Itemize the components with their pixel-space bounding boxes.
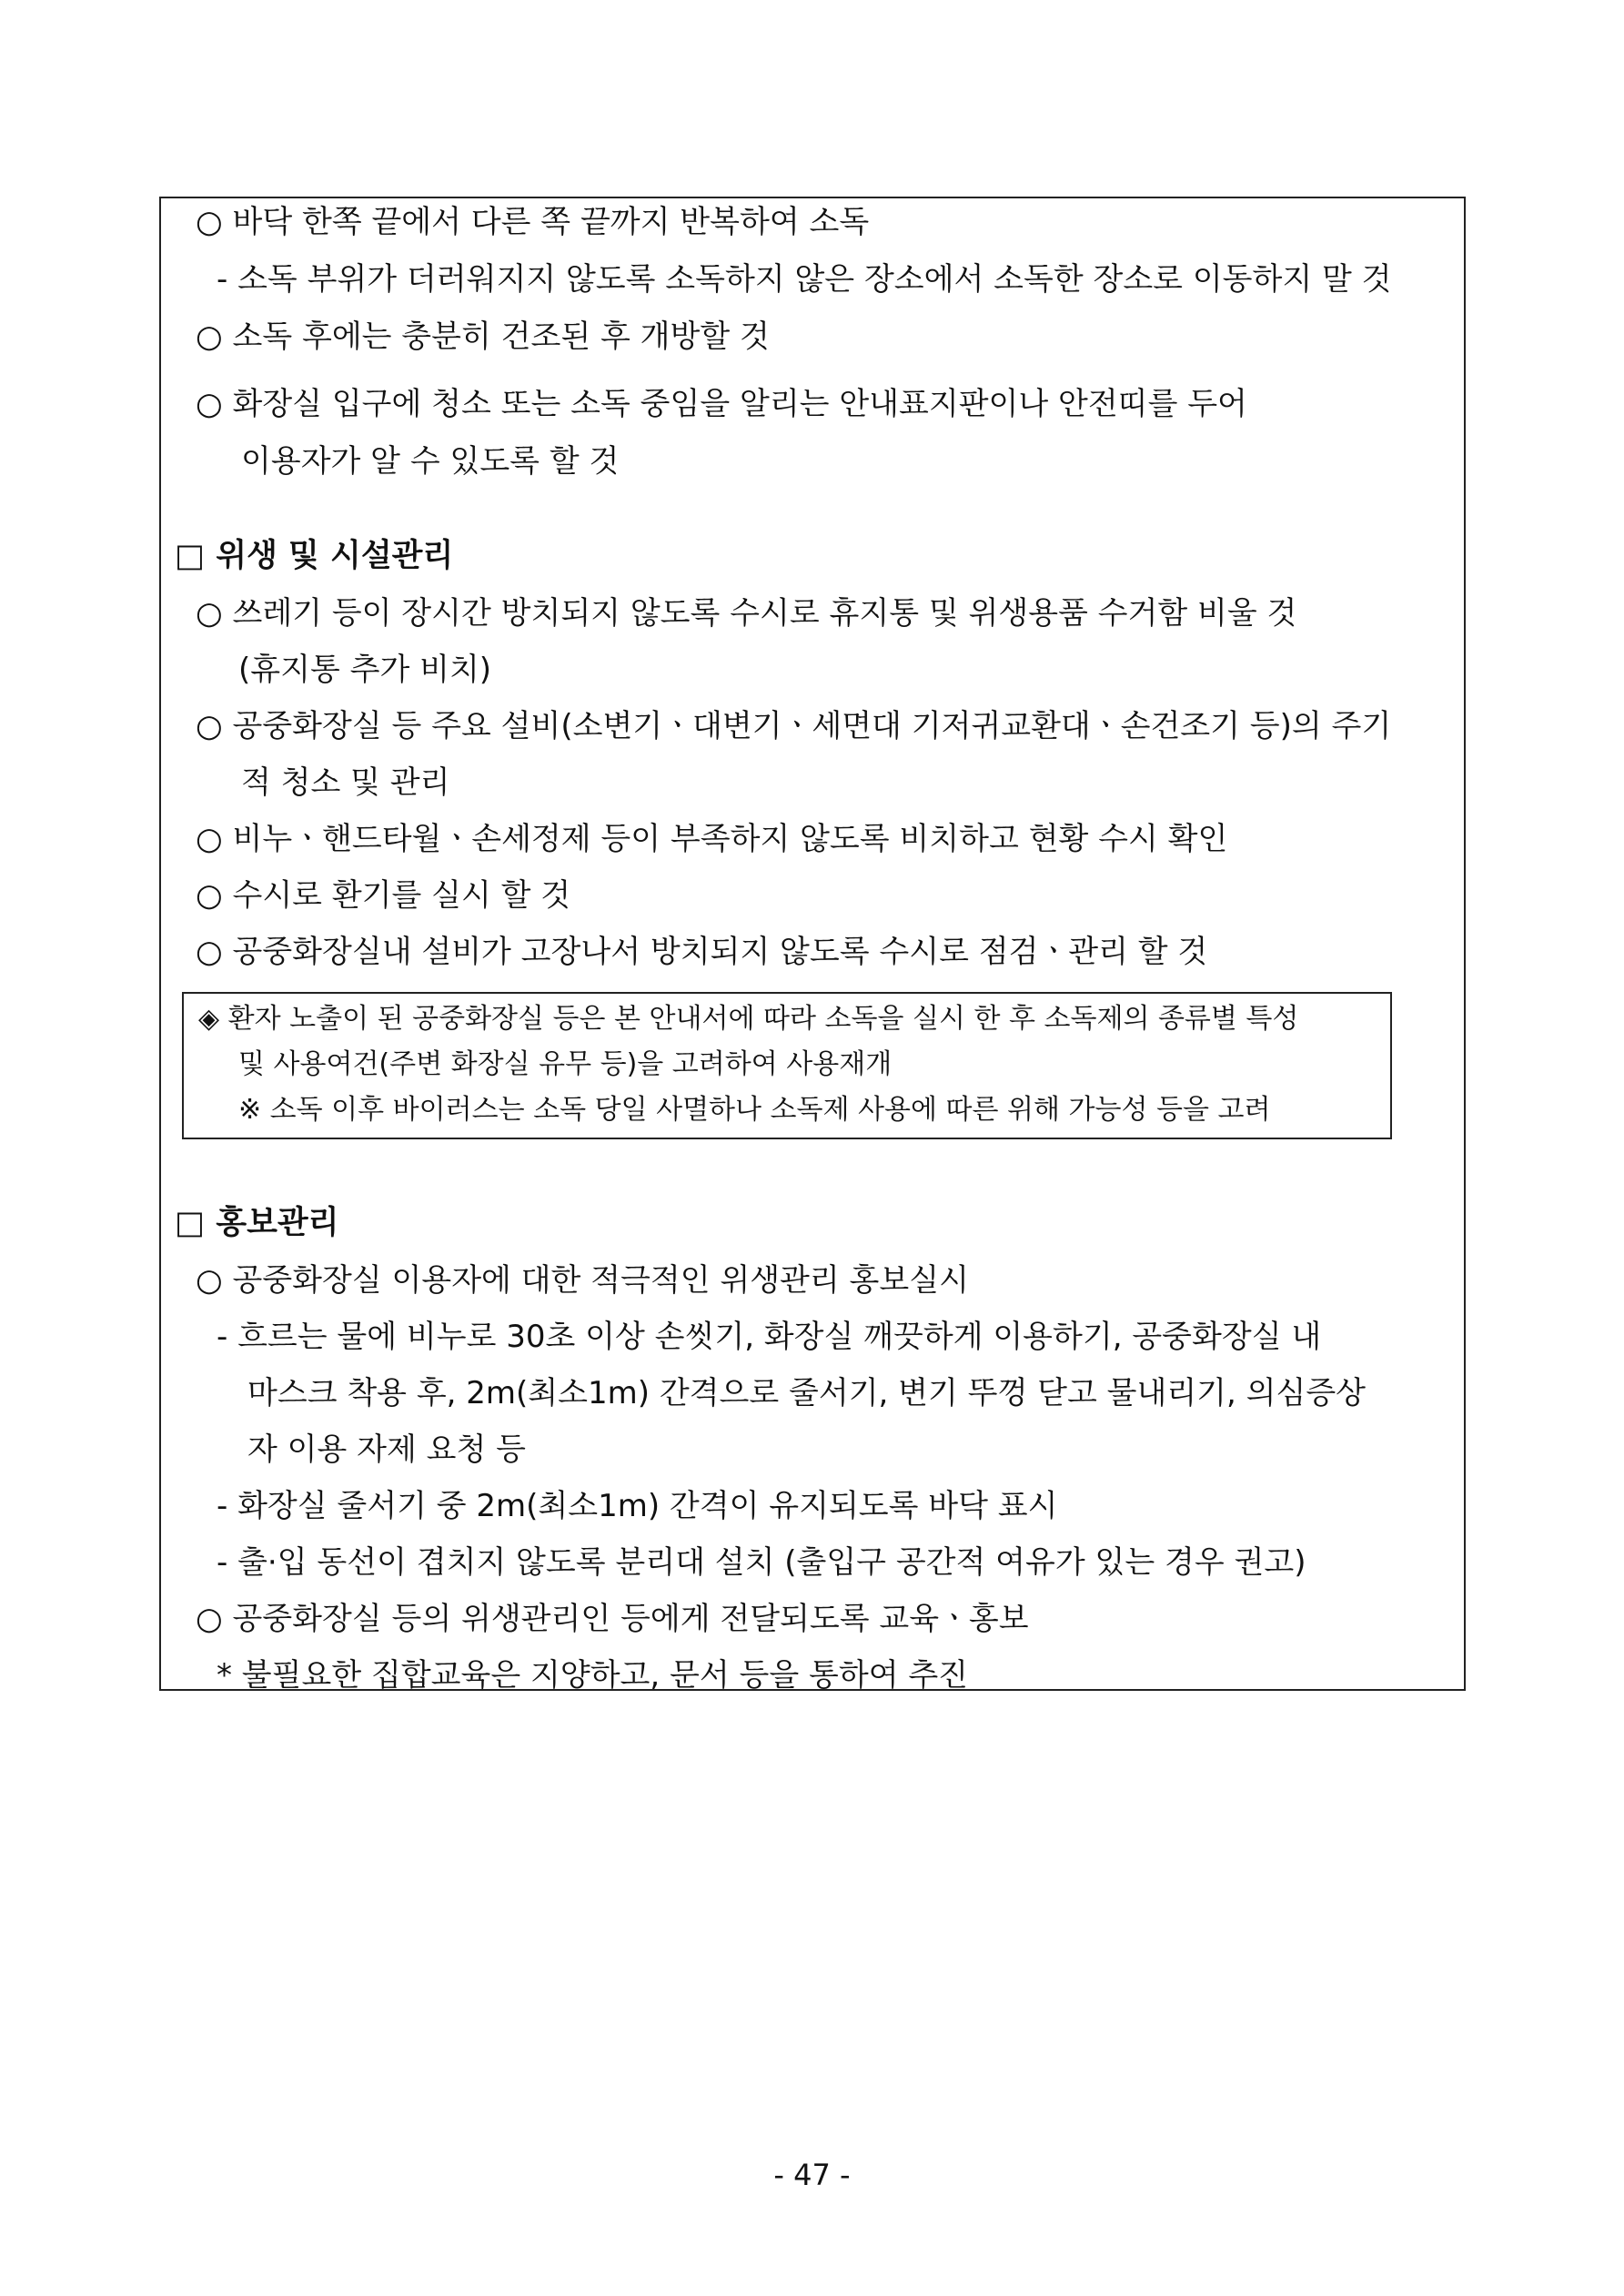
list-item: (휴지통 추가 비치) [238,652,492,688]
list-item: - 출·입 동선이 겹치지 않도록 분리대 설치 (출입구 공간적 여유가 있는 경우 권고) [217,1544,1306,1581]
list-item: ○ 공중화장실 등의 위생관리인 등에게 전달되도록 교육ㆍ홍보 [196,1601,1029,1637]
list-item: 마스크 착용 후, 2m(최소1m) 간격으로 줄서기, 변기 뚜껑 닫고 물내리기, 의심증상 [247,1375,1367,1411]
list-item: - 화장실 줄서기 중 2m(최소1m) 간격이 유지되도록 바닥 표시 [217,1488,1058,1524]
list-item: * 불필요한 집합교육은 지양하고, 문서 등을 통하여 추진 [217,1657,969,1694]
list-item: 자 이용 자제 요청 등 [247,1431,526,1468]
list-item: ○ 공중화장실내 설비가 고장나서 방치되지 않도록 수시로 점검ㆍ관리 할 것 [196,934,1208,970]
list-item: - 흐르는 물에 비누로 30초 이상 손씻기, 화장실 깨끗하게 이용하기, 공중화장실 내 [217,1319,1322,1355]
notice-note: ※ 소독 이후 바이러스는 소독 당일 사멸하나 소독제 사용에 따른 위해 가능성 등을 고려 [238,1094,1271,1126]
list-item: ○ 공중화장실 이용자에 대한 적극적인 위생관리 홍보실시 [196,1262,969,1299]
list-item: ○ 바닥 한쪽 끝에서 다른 쪽 끝까지 반복하여 소독 [196,204,870,240]
list-item: ○ 비누ㆍ핸드타월ㆍ손세정제 등이 부족하지 않도록 비치하고 현황 수시 확인 [196,821,1228,857]
list-item: ○ 화장실 입구에 청소 또는 소독 중임을 알리는 안내표지판이나 안전띠를 두어 [196,386,1247,422]
list-item: ○ 공중화장실 등 주요 설비(소변기ㆍ대변기ㆍ세면대 기저귀교환대ㆍ손건조기 등)의 주기 [196,708,1392,744]
notice-line: 및 사용여건(주변 화장실 유무 등)을 고려하여 사용재개 [238,1048,893,1080]
list-item: ○ 소독 후에는 충분히 건조된 후 개방할 것 [196,319,770,355]
section-heading-hygiene: □ 위생 및 시설관리 [175,538,454,574]
list-item: 적 청소 및 관리 [241,764,450,801]
list-item: 이용자가 알 수 있도록 할 것 [241,443,620,480]
page-number: - 47 - [773,2158,851,2192]
notice-line: ◈ 환자 노출이 된 공중화장실 등은 본 안내서에 따라 소독을 실시 한 후 소독제의 종류별 특성 [198,1003,1299,1035]
section-heading-promotion: □ 홍보관리 [175,1205,339,1241]
list-item: ○ 쓰레기 등이 장시간 방치되지 않도록 수시로 휴지통 및 위생용품 수거함 비울 것 [196,595,1297,632]
list-item: - 소독 부위가 더러워지지 않도록 소독하지 않은 장소에서 소독한 장소로 이동하지 말 것 [217,261,1392,298]
list-item: ○ 수시로 환기를 실시 할 것 [196,877,571,914]
